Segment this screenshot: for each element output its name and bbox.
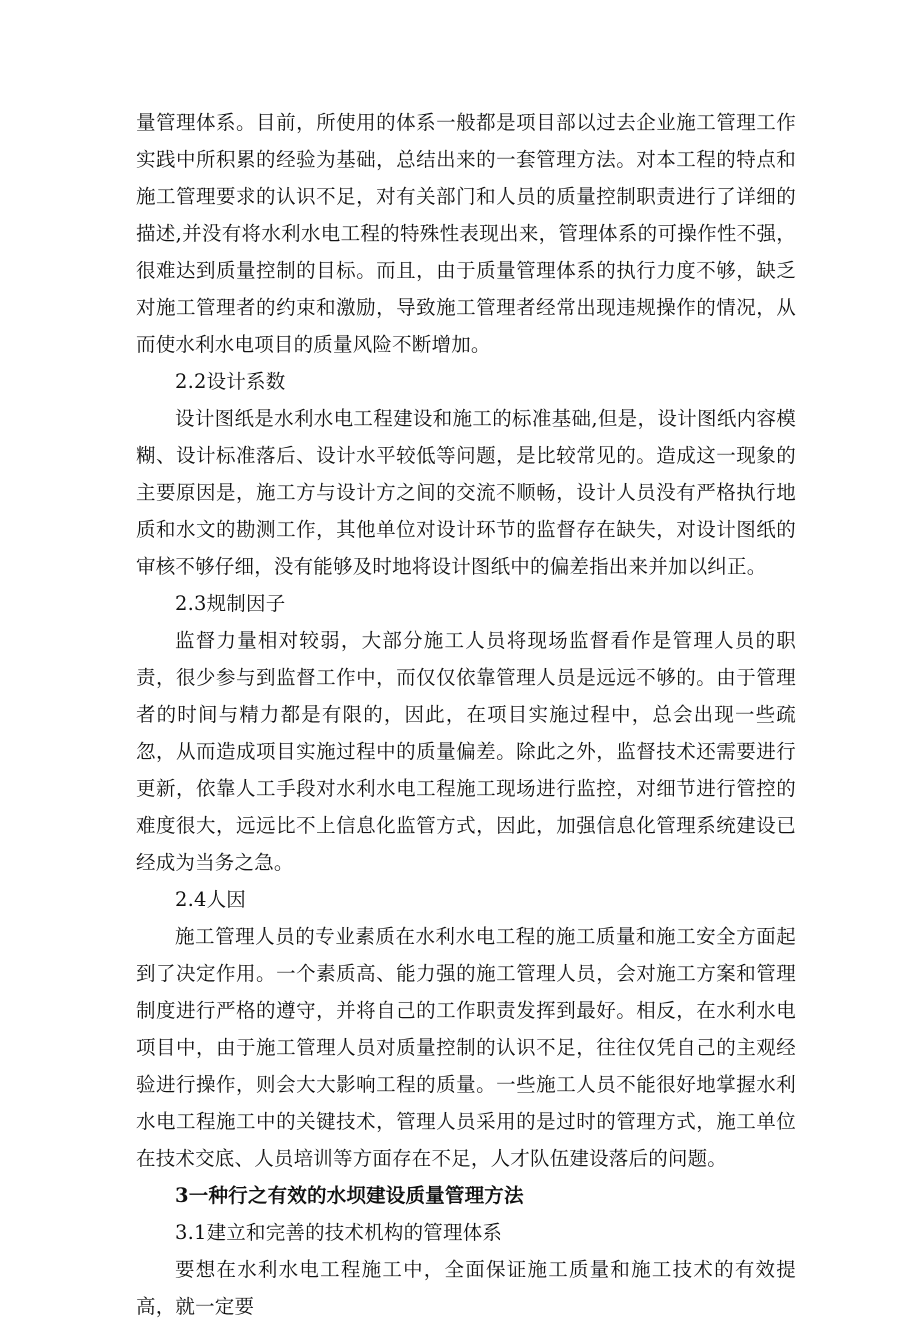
- section-heading-2-4: 2.4人因: [175, 888, 247, 911]
- section-heading-3-1: 3.1建立和完善的技术机构的管理体系: [175, 1221, 503, 1244]
- section-heading-2-3: 2.3规制因子: [175, 592, 286, 615]
- document-page: [136, 104, 796, 1325]
- paragraph-quality-management-system: 量管理体系。目前，所使用的体系一般都是项目部以过去企业施工管理工作实践中所积累的经验为基础，总结出来的一套管理方法。对本工程的特点和施工管理要求的认识不足，对有关部门和人员的质量控制职责进行了详细的描述,并没有将水利水电工程的特殊性表现出来，管理体系的可操作性不强，很难达到质量控制的目标。而且，由于质量管理体系的执行力度不够，缺乏对施工管理者的约束和激励，导致施工管理者经常出现违规操作的情况，从而使水利水电项目的质量风险不断增加。: [136, 111, 796, 356]
- section-heading-3: 3一种行之有效的水坝建设质量管理方法: [175, 1184, 524, 1207]
- paragraph-human-factors: 施工管理人员的专业素质在水利水电工程的施工质量和施工安全方面起到了决定作用。一个素质高、能力强的施工管理人员，会对施工方案和管理制度进行严格的遵守，并将自己的工作职责发挥到最好。相反，在水利水电项目中，由于施工管理人员对质量控制的认识不足，往往仅凭自己的主观经验进行操作，则会大大影响工程的质量。一些施工人员不能很好地掌握水利水电工程施工中的关键技术，管理人员采用的是过时的管理方式，施工单位在技术交底、人员培训等方面存在不足，人才队伍建设落后的问题。: [136, 925, 796, 1170]
- paragraph-design-drawings: 设计图纸是水利水电工程建设和施工的标准基础,但是，设计图纸内容模糊、设计标准落后、设计水平较低等问题，是比较常见的。造成这一现象的主要原因是，施工方与设计方之间的交流不顺畅，设计人员没有严格执行地质和水文的勘测工作，其他单位对设计环节的监督存在缺失，对设计图纸的审核不够仔细，没有能够及时地将设计图纸中的偏差指出来并加以纠正。: [136, 407, 796, 578]
- paragraph-supervision: 监督力量相对较弱，大部分施工人员将现场监督看作是管理人员的职责，很少参与到监督工作中，而仅仅依靠管理人员是远远不够的。由于管理者的时间与精力都是有限的，因此，在项目实施过程中，总会出现一些疏忽，从而造成项目实施过程中的质量偏差。除此之外，监督技术还需要进行更新，依靠人工手段对水利水电工程施工现场进行监控，对细节进行管控的难度很大，远远比不上信息化监管方式，因此，加强信息化管理系统建设已经成为当务之急。: [136, 629, 796, 874]
- section-heading-2-2: 2.2设计系数: [175, 370, 286, 393]
- paragraph-construction-quality: 要想在水利水电工程施工中，全面保证施工质量和施工技术的有效提高，就一定要: [136, 1258, 796, 1318]
